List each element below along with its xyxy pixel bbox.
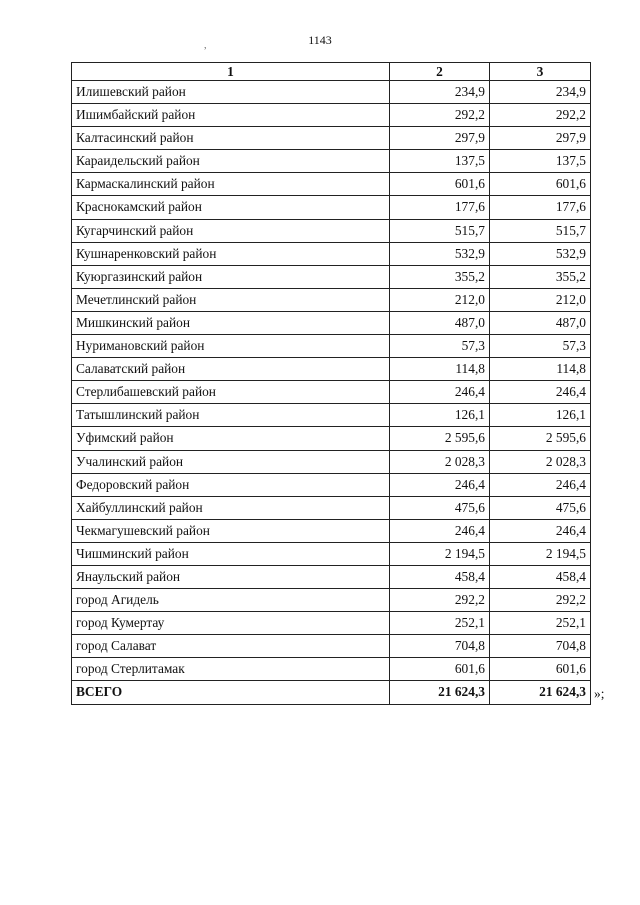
table-row xyxy=(72,219,591,242)
district-name: город Салават xyxy=(72,635,390,658)
value-col3: 57,3 xyxy=(490,335,591,358)
value-col3: 246,4 xyxy=(490,519,591,542)
district-name: Уфимский район xyxy=(72,427,390,450)
value-col2: 246,4 xyxy=(390,519,490,542)
table-row xyxy=(72,127,591,150)
value-col2: 2 028,3 xyxy=(390,450,490,473)
value-col2: 246,4 xyxy=(390,381,490,404)
district-name: Куюргазинский район xyxy=(72,265,390,288)
value-col3: 704,8 xyxy=(490,635,591,658)
column-header: 3 xyxy=(490,63,591,81)
value-col2: 297,9 xyxy=(390,127,490,150)
value-col2: 114,8 xyxy=(390,358,490,381)
data-table xyxy=(71,62,591,705)
value-col3: 458,4 xyxy=(490,565,591,588)
table-row xyxy=(72,196,591,219)
district-name: Стерлибашевский район xyxy=(72,381,390,404)
table-row xyxy=(72,104,591,127)
value-col3: 601,6 xyxy=(490,173,591,196)
district-name: город Кумертау xyxy=(72,612,390,635)
district-name: Чекмагушевский район xyxy=(72,519,390,542)
value-col3: 515,7 xyxy=(490,219,591,242)
district-name: Федоровский район xyxy=(72,473,390,496)
table-row xyxy=(72,265,591,288)
district-name: Краснокамский район xyxy=(72,196,390,219)
value-col2: 246,4 xyxy=(390,473,490,496)
table-row xyxy=(72,589,591,612)
district-name: Караидельский район xyxy=(72,150,390,173)
value-col2: 234,9 xyxy=(390,81,490,104)
value-col2: 2 595,6 xyxy=(390,427,490,450)
value-col2: 57,3 xyxy=(390,335,490,358)
district-name: Учалинский район xyxy=(72,450,390,473)
district-name: Кугарчинский район xyxy=(72,219,390,242)
value-col3: 252,1 xyxy=(490,612,591,635)
value-col3: 532,9 xyxy=(490,242,591,265)
value-col2: 292,2 xyxy=(390,589,490,612)
value-col2: 2 194,5 xyxy=(390,542,490,565)
table-row xyxy=(72,288,591,311)
closing-quote-mark: »; xyxy=(594,686,605,701)
table-row xyxy=(72,565,591,588)
value-col3: 177,6 xyxy=(490,196,591,219)
value-col2: 252,1 xyxy=(390,612,490,635)
value-col3: 2 194,5 xyxy=(490,542,591,565)
value-col3: 114,8 xyxy=(490,358,591,381)
value-col3: 487,0 xyxy=(490,311,591,334)
value-col3: 355,2 xyxy=(490,265,591,288)
value-col3: 212,0 xyxy=(490,288,591,311)
table-row xyxy=(72,519,591,542)
table-row xyxy=(72,150,591,173)
table-row xyxy=(72,542,591,565)
value-col2: 475,6 xyxy=(390,496,490,519)
value-col3: 2 028,3 xyxy=(490,450,591,473)
table-row xyxy=(72,81,591,104)
district-name: Татышлинский район xyxy=(72,404,390,427)
value-col3: 137,5 xyxy=(490,150,591,173)
value-col2: 515,7 xyxy=(390,219,490,242)
total-value-col2: 21 624,3 xyxy=(390,681,490,704)
column-header: 2 xyxy=(390,63,490,81)
district-name: город Стерлитамак xyxy=(72,658,390,681)
district-name: Чишминский район xyxy=(72,542,390,565)
district-name: город Агидель xyxy=(72,589,390,612)
district-name: Мишкинский район xyxy=(72,311,390,334)
table-row xyxy=(72,404,591,427)
value-col3: 601,6 xyxy=(490,658,591,681)
column-header: 1 xyxy=(72,63,390,81)
district-name: Ишимбайский район xyxy=(72,104,390,127)
table-row xyxy=(72,242,591,265)
district-name: Нуримановский район xyxy=(72,335,390,358)
value-col3: 292,2 xyxy=(490,104,591,127)
value-col3: 297,9 xyxy=(490,127,591,150)
total-row xyxy=(72,681,591,704)
district-name: Кушнаренковский район xyxy=(72,242,390,265)
value-col3: 246,4 xyxy=(490,381,591,404)
value-col2: 487,0 xyxy=(390,311,490,334)
value-col2: 458,4 xyxy=(390,565,490,588)
district-name: Илишевский район xyxy=(72,81,390,104)
table-row xyxy=(72,427,591,450)
table-row xyxy=(72,381,591,404)
value-col2: 532,9 xyxy=(390,242,490,265)
district-name: Мечетлинский район xyxy=(72,288,390,311)
value-col3: 2 595,6 xyxy=(490,427,591,450)
value-col2: 355,2 xyxy=(390,265,490,288)
value-col2: 601,6 xyxy=(390,658,490,681)
table-row xyxy=(72,173,591,196)
value-col2: 601,6 xyxy=(390,173,490,196)
table-row xyxy=(72,335,591,358)
table-row xyxy=(72,473,591,496)
table-row xyxy=(72,358,591,381)
table-row xyxy=(72,635,591,658)
table-row xyxy=(72,450,591,473)
table-header-row xyxy=(72,63,591,81)
value-col2: 704,8 xyxy=(390,635,490,658)
table-row xyxy=(72,311,591,334)
value-col2: 177,6 xyxy=(390,196,490,219)
table-row xyxy=(72,658,591,681)
value-col3: 475,6 xyxy=(490,496,591,519)
district-name: Салаватский район xyxy=(72,358,390,381)
district-name: Хайбуллинский район xyxy=(72,496,390,519)
scan-mark: , xyxy=(204,40,207,51)
value-col2: 212,0 xyxy=(390,288,490,311)
total-label: ВСЕГО xyxy=(72,681,390,704)
table-row xyxy=(72,612,591,635)
value-col3: 234,9 xyxy=(490,81,591,104)
table-row xyxy=(72,496,591,519)
page-number: 1143 xyxy=(308,33,332,47)
total-value-col3: 21 624,3 xyxy=(490,681,591,704)
value-col2: 137,5 xyxy=(390,150,490,173)
value-col3: 292,2 xyxy=(490,589,591,612)
table-body xyxy=(72,81,591,681)
district-name: Калтасинский район xyxy=(72,127,390,150)
value-col3: 246,4 xyxy=(490,473,591,496)
value-col2: 292,2 xyxy=(390,104,490,127)
district-name: Кармаскалинский район xyxy=(72,173,390,196)
value-col3: 126,1 xyxy=(490,404,591,427)
district-name: Янаульский район xyxy=(72,565,390,588)
value-col2: 126,1 xyxy=(390,404,490,427)
